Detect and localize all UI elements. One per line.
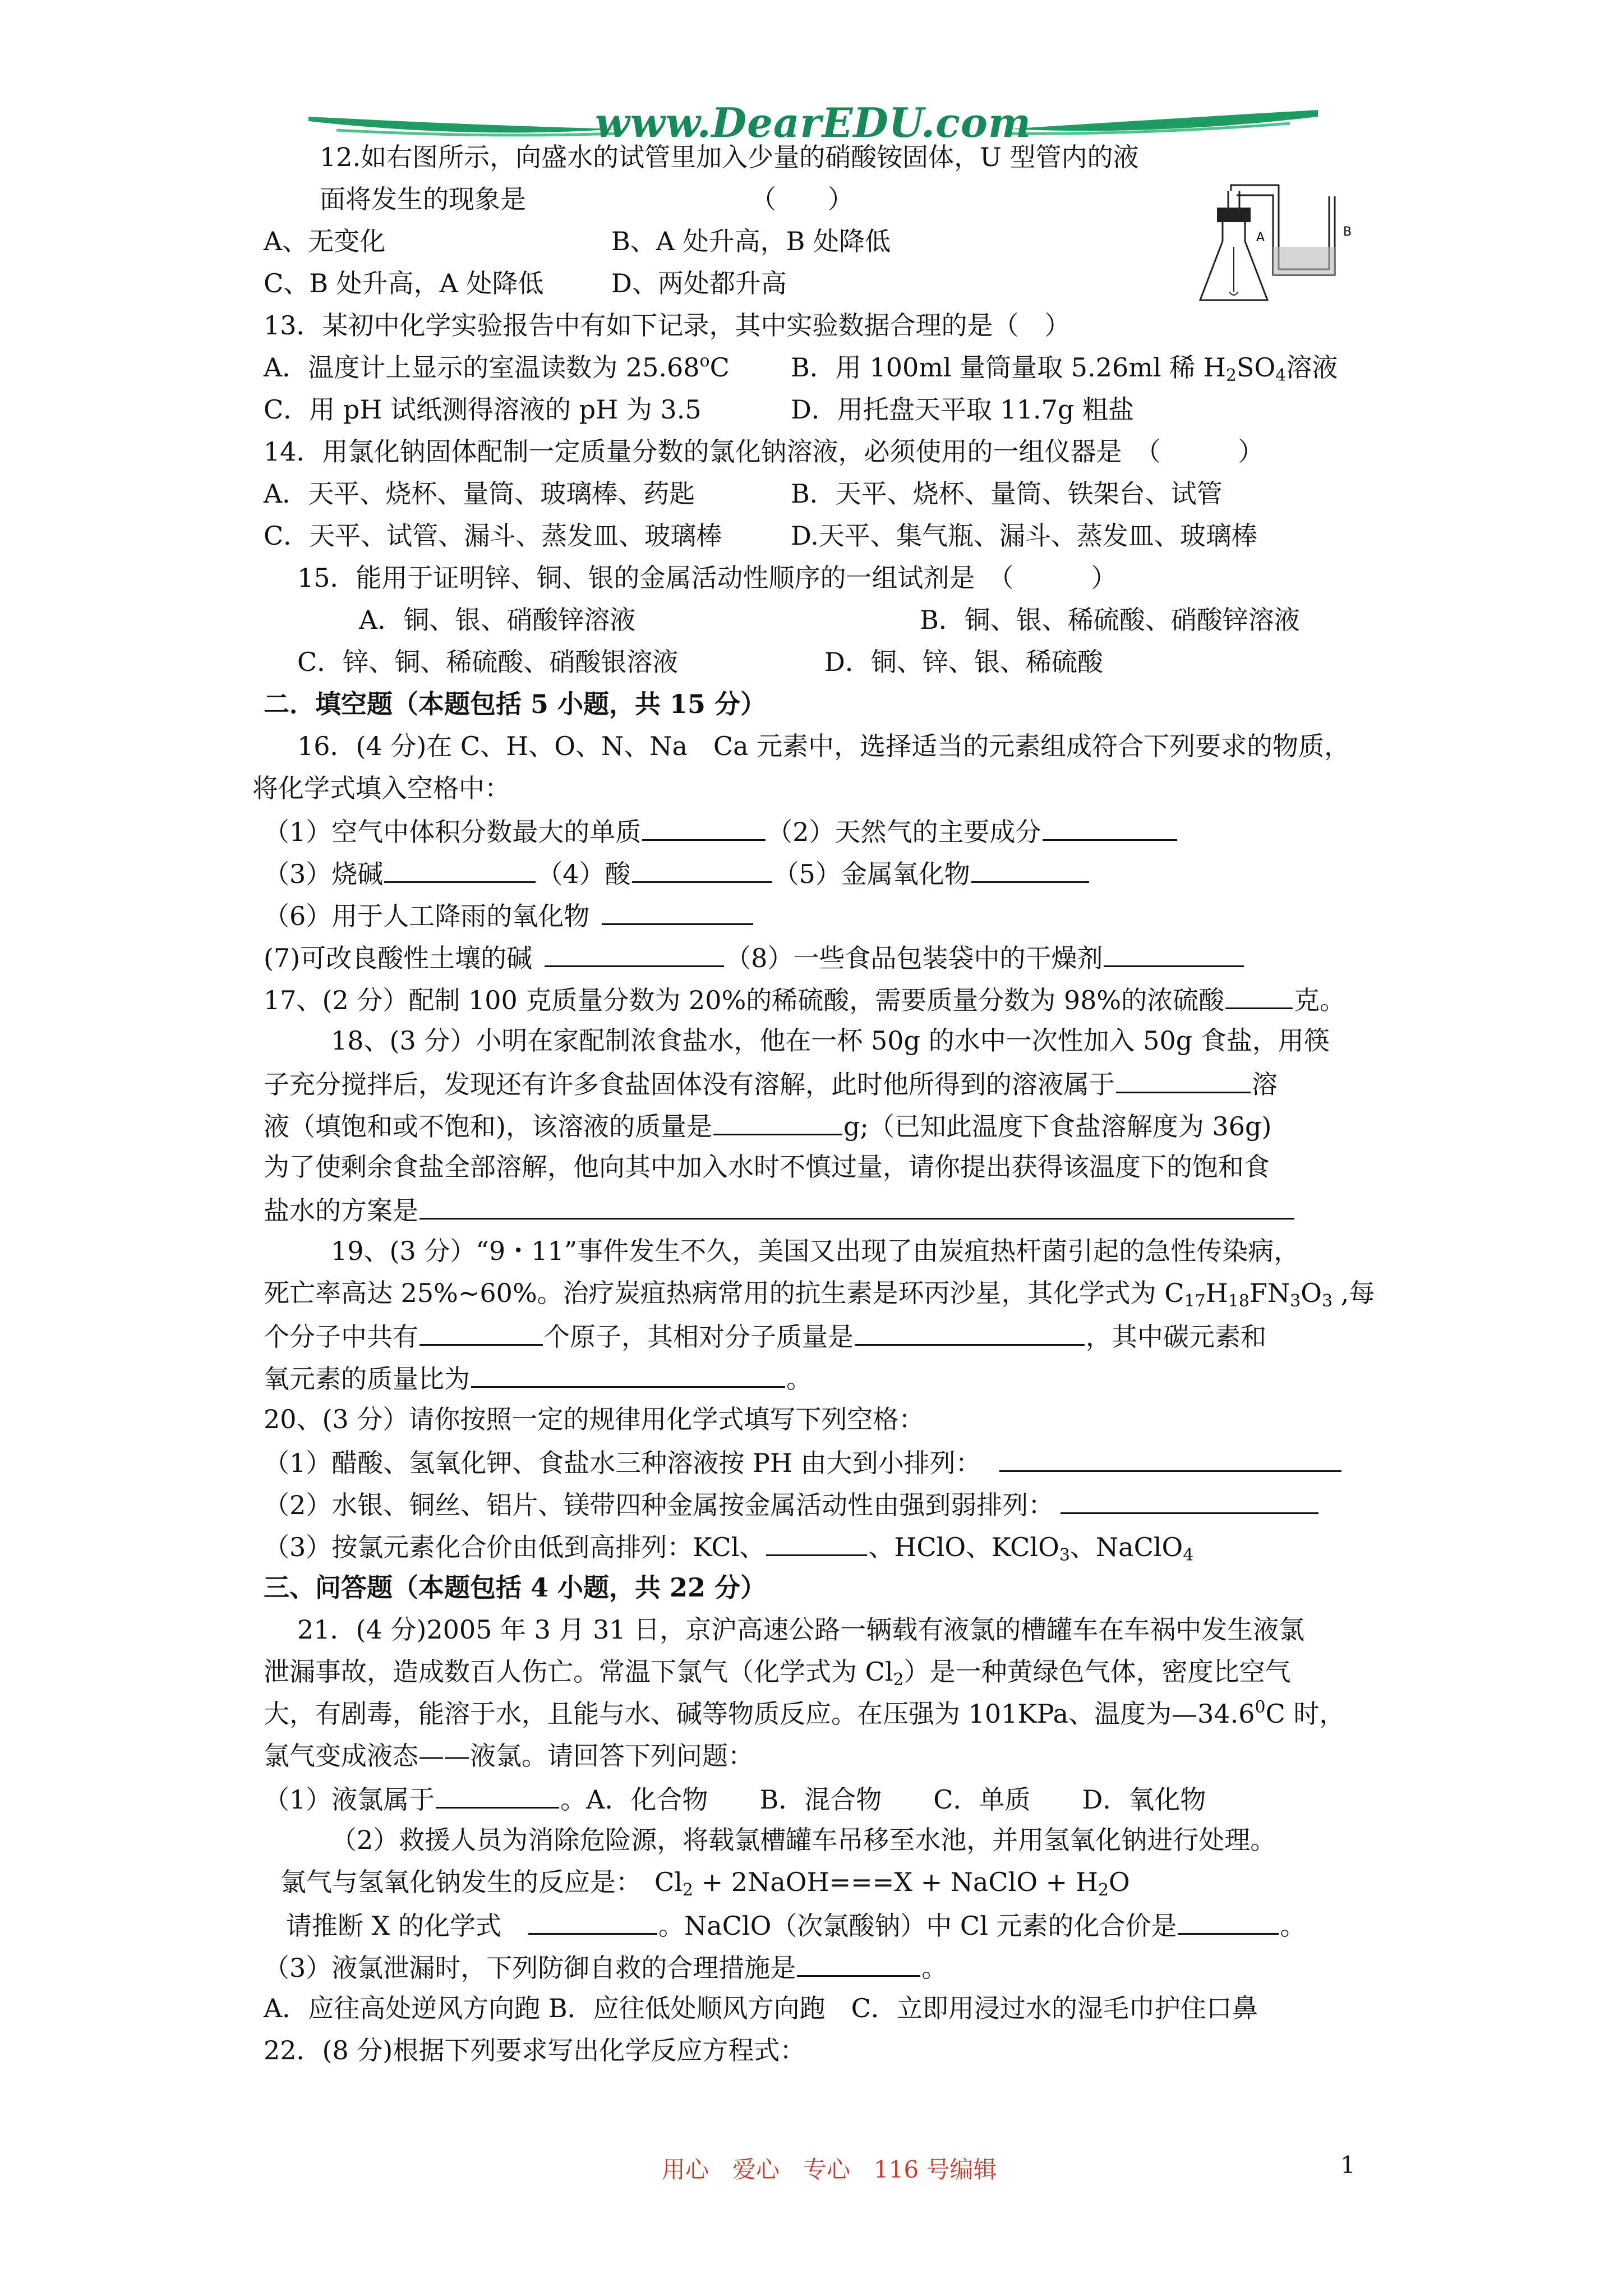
q21-part2: （2）救援人员为消除危险源，将载氯槽罐车吊移至水池，并用氢氧化钠进行处理。 bbox=[331, 1825, 1276, 1855]
q20-item-1: （1）醋酸、氢氧化钾、食盐水三种溶液按 PH 由大到小排列： bbox=[264, 1444, 1343, 1480]
q15-option-c: C．锌、铜、稀硫酸、硝酸银溶液 bbox=[297, 647, 679, 677]
answer-blank[interactable] bbox=[1043, 813, 1177, 841]
q19-line3: 个分子中共有 个原子，其相对分子质量是 ，其中碳元素和 bbox=[264, 1318, 1266, 1354]
site-logo-text: www.DearEDU.com bbox=[594, 99, 1032, 146]
q21-line3: 大，有剧毒，能溶于水，且能与水、碱等物质反应。在压强为 101KPa、温度为—34.6$^0$C 时， bbox=[264, 1697, 1345, 1729]
q21-reaction: 氯气与氢氧化钠发生的反应是： $Cl_2$ + 2NaOH===X + NaClO + $H_2O$ bbox=[280, 1867, 1130, 1900]
answer-blank[interactable] bbox=[1116, 1066, 1251, 1093]
answer-blank[interactable] bbox=[713, 1108, 842, 1135]
q12-line2: 面将发生的现象是 （ ） bbox=[320, 184, 854, 214]
section-3-heading: 三、问答题（本题包括 4 小题，共 22 分） bbox=[264, 1572, 767, 1603]
q18-line5: 盐水的方案是 bbox=[264, 1192, 1295, 1227]
q15-option-d: D．铜、锌、银、稀硫酸 bbox=[824, 647, 1103, 677]
q13-option-d: D．用托盘天平取 11.7g 粗盐 bbox=[791, 394, 1134, 425]
q16-item-3-5: （3）烧碱 （4）酸 （5）金属氧化物 bbox=[264, 855, 1090, 891]
q16-item-1-2: （1）空气中体积分数最大的单质 （2）天然气的主要成分 bbox=[264, 813, 1178, 849]
flask-u-tube-icon bbox=[1189, 180, 1368, 314]
answer-blank[interactable] bbox=[766, 1529, 867, 1556]
q18-line1: 18、(3 分）小明在家配制浓食盐水，他在一杯 50g 的水中一次性加入 50g 食盐，用筷 bbox=[331, 1025, 1330, 1056]
answer-blank[interactable] bbox=[419, 1318, 543, 1346]
q15-stem: 15．能用于证明锌、铜、银的金属活动性顺序的一组试剂是 （ ） bbox=[297, 563, 1117, 593]
answer-blank[interactable] bbox=[1061, 1487, 1318, 1514]
answer-blank[interactable] bbox=[1104, 940, 1244, 967]
q13-stem: 13．某初中化学实验报告中有如下记录，其中实验数据合理的是（ ） bbox=[264, 310, 1071, 341]
answer-blank[interactable] bbox=[999, 1444, 1341, 1472]
q14-option-a: A．天平、烧杯、量筒、玻璃棒、药匙 bbox=[264, 478, 695, 509]
q21-part3: （3）液氯泄漏时，下列防御自救的合理措施是 。 bbox=[264, 1949, 947, 1985]
q19-line1: 19、(3 分）“9・11”事件发生不久，美国又出现了由炭疽热杆菌引起的急性传染病， bbox=[331, 1236, 1300, 1266]
q18-line3: 液（填饱和或不饱和)，该溶液的质量是 g;（已知此温度下食盐溶解度为 36g) bbox=[264, 1108, 1271, 1143]
q21-line4: 氯气变成液态——液氯。请回答下列问题： bbox=[264, 1741, 754, 1771]
q21-line1: 21．(4 分)2005 年 3 月 31 日，京沪高速公路一辆载有液氯的槽罐车在车祸中发生液氯 bbox=[297, 1614, 1305, 1645]
q16-line2: 将化学式填入空格中： bbox=[252, 773, 510, 803]
q19-line4: 氧元素的质量比为 。 bbox=[264, 1360, 812, 1396]
q22-stem: 22．(8 分)根据下列要求写出化学反应方程式： bbox=[264, 2035, 806, 2065]
q12-option-c: C、B 处升高，A 处降低 bbox=[264, 268, 544, 298]
answer-blank[interactable] bbox=[384, 855, 536, 883]
answer-blank[interactable] bbox=[528, 1907, 657, 1935]
answer-blank[interactable] bbox=[602, 898, 753, 925]
q21-part1: （1）液氯属于 。A．化合物 B．混合物 C．单质 D．氧化物 bbox=[264, 1781, 1206, 1816]
answer-blank[interactable] bbox=[855, 1318, 1085, 1346]
flask-u-tube-figure bbox=[1189, 180, 1368, 316]
answer-blank[interactable] bbox=[642, 813, 766, 841]
q16-line1: 16．(4 分)在 C、H、O、N、Na Ca 元素中，选择适当的元素组成符合下列要求的物质， bbox=[297, 731, 1350, 761]
q13-option-c: C．用 pH 试纸测得溶液的 pH 为 3.5 bbox=[264, 394, 702, 425]
q15-option-a: A．铜、银、硝酸锌溶液 bbox=[359, 605, 636, 635]
answer-blank[interactable] bbox=[436, 1781, 559, 1809]
q14-option-c: C．天平、试管、漏斗、蒸发皿、玻璃棒 bbox=[264, 521, 722, 551]
section-2-heading: 二．填空题（本题包括 5 小题，共 15 分） bbox=[264, 689, 767, 719]
answer-blank[interactable] bbox=[419, 1192, 1294, 1220]
footer-note: 用心 爱心 专心 116 号编辑 bbox=[662, 2156, 997, 2183]
answer-blank[interactable] bbox=[1225, 982, 1293, 1009]
answer-blank[interactable] bbox=[1178, 1907, 1279, 1935]
answer-blank[interactable] bbox=[797, 1949, 920, 1977]
q16-item-7-8: (7)可改良酸性土壤的碱 （8）一些食品包装袋中的干燥剂 bbox=[264, 940, 1245, 975]
q14-option-b: B．天平、烧杯、量筒、铁架台、试管 bbox=[791, 478, 1223, 509]
q14-option-d: D.天平、集气瓶、漏斗、蒸发皿、玻璃棒 bbox=[791, 521, 1257, 551]
q18-line2: 子充分搅拌后，发现还有许多食盐固体没有溶解，此时他所得到的溶液属于 溶 bbox=[264, 1066, 1278, 1101]
q15-option-b: B．铜、银、稀硫酸、硝酸锌溶液 bbox=[920, 605, 1300, 635]
q17: 17、(2 分）配制 100 克质量分数为 20%的稀硫酸，需要质量分数为 98%的浓硫酸 克。 bbox=[264, 982, 1345, 1017]
q18-line4: 为了使剩余食盐全部溶解，他向其中加入水时不慎过量，请你提出获得该温度下的饱和食 bbox=[264, 1152, 1270, 1182]
q12-option-b: B、A 处升高，B 处降低 bbox=[611, 226, 891, 256]
q12-option-a: A、无变化 bbox=[264, 226, 386, 256]
q19-line2: 死亡率高达 25%~60%。治疗炭疽热病常用的抗生素是环丙沙星，其化学式为 $C_{17}H_{18}FN_3O_3$ ,每 bbox=[264, 1278, 1375, 1311]
label-b: B bbox=[1343, 225, 1352, 239]
q21-line2: 泄漏事故，造成数百人伤亡。常温下氯气（化学式为 $Cl_2$）是一种黄绿色气体，密度比空气 bbox=[264, 1657, 1291, 1690]
answer-blank[interactable] bbox=[971, 855, 1089, 883]
q21-formula-x: 请推断 X 的化学式 。NaClO（次氯酸钠）中 Cl 元素的化合价是 。 bbox=[286, 1907, 1306, 1943]
label-a: A bbox=[1256, 231, 1265, 245]
q13-option-a: A．温度计上显示的室温读数为 25.68$^o$C bbox=[264, 351, 730, 383]
q20-item-2: （2）水银、铜丝、铝片、镁带四种金属按金属活动性由强到弱排列： bbox=[264, 1487, 1320, 1522]
answer-blank[interactable] bbox=[632, 855, 772, 883]
q21-part3-options: A．应往高处逆风方向跑 B．应往低处顺风方向跑 C．立即用浸过水的湿毛巾护住口鼻 bbox=[264, 1993, 1258, 2023]
q20-stem: 20、(3 分）请你按照一定的规律用化学式填写下列空格： bbox=[264, 1404, 925, 1434]
page-number: 1 bbox=[1340, 2151, 1355, 2179]
q16-item-6: （6）用于人工降雨的氧化物 bbox=[264, 898, 754, 933]
q13-option-b: B．用 100ml 量筒量取 5.26ml 稀 $H_2SO_4$溶液 bbox=[791, 352, 1338, 385]
q12-line1: 12.如右图所示，向盛水的试管里加入少量的硝酸铵固体，U 型管内的液 bbox=[320, 142, 1139, 172]
q20-item-3: （3）按氯元素化合价由低到高排列：KCl、 、HClO、KClO$_3$、NaClO$_4$ bbox=[264, 1529, 1193, 1564]
q14-stem: 14．用氯化钠固体配制一定质量分数的氯化钠溶液，必须使用的一组仪器是 （ ） bbox=[264, 436, 1264, 467]
answer-blank[interactable] bbox=[545, 940, 724, 967]
answer-blank[interactable] bbox=[471, 1360, 785, 1388]
q12-option-d: D、两处都升高 bbox=[611, 268, 787, 298]
